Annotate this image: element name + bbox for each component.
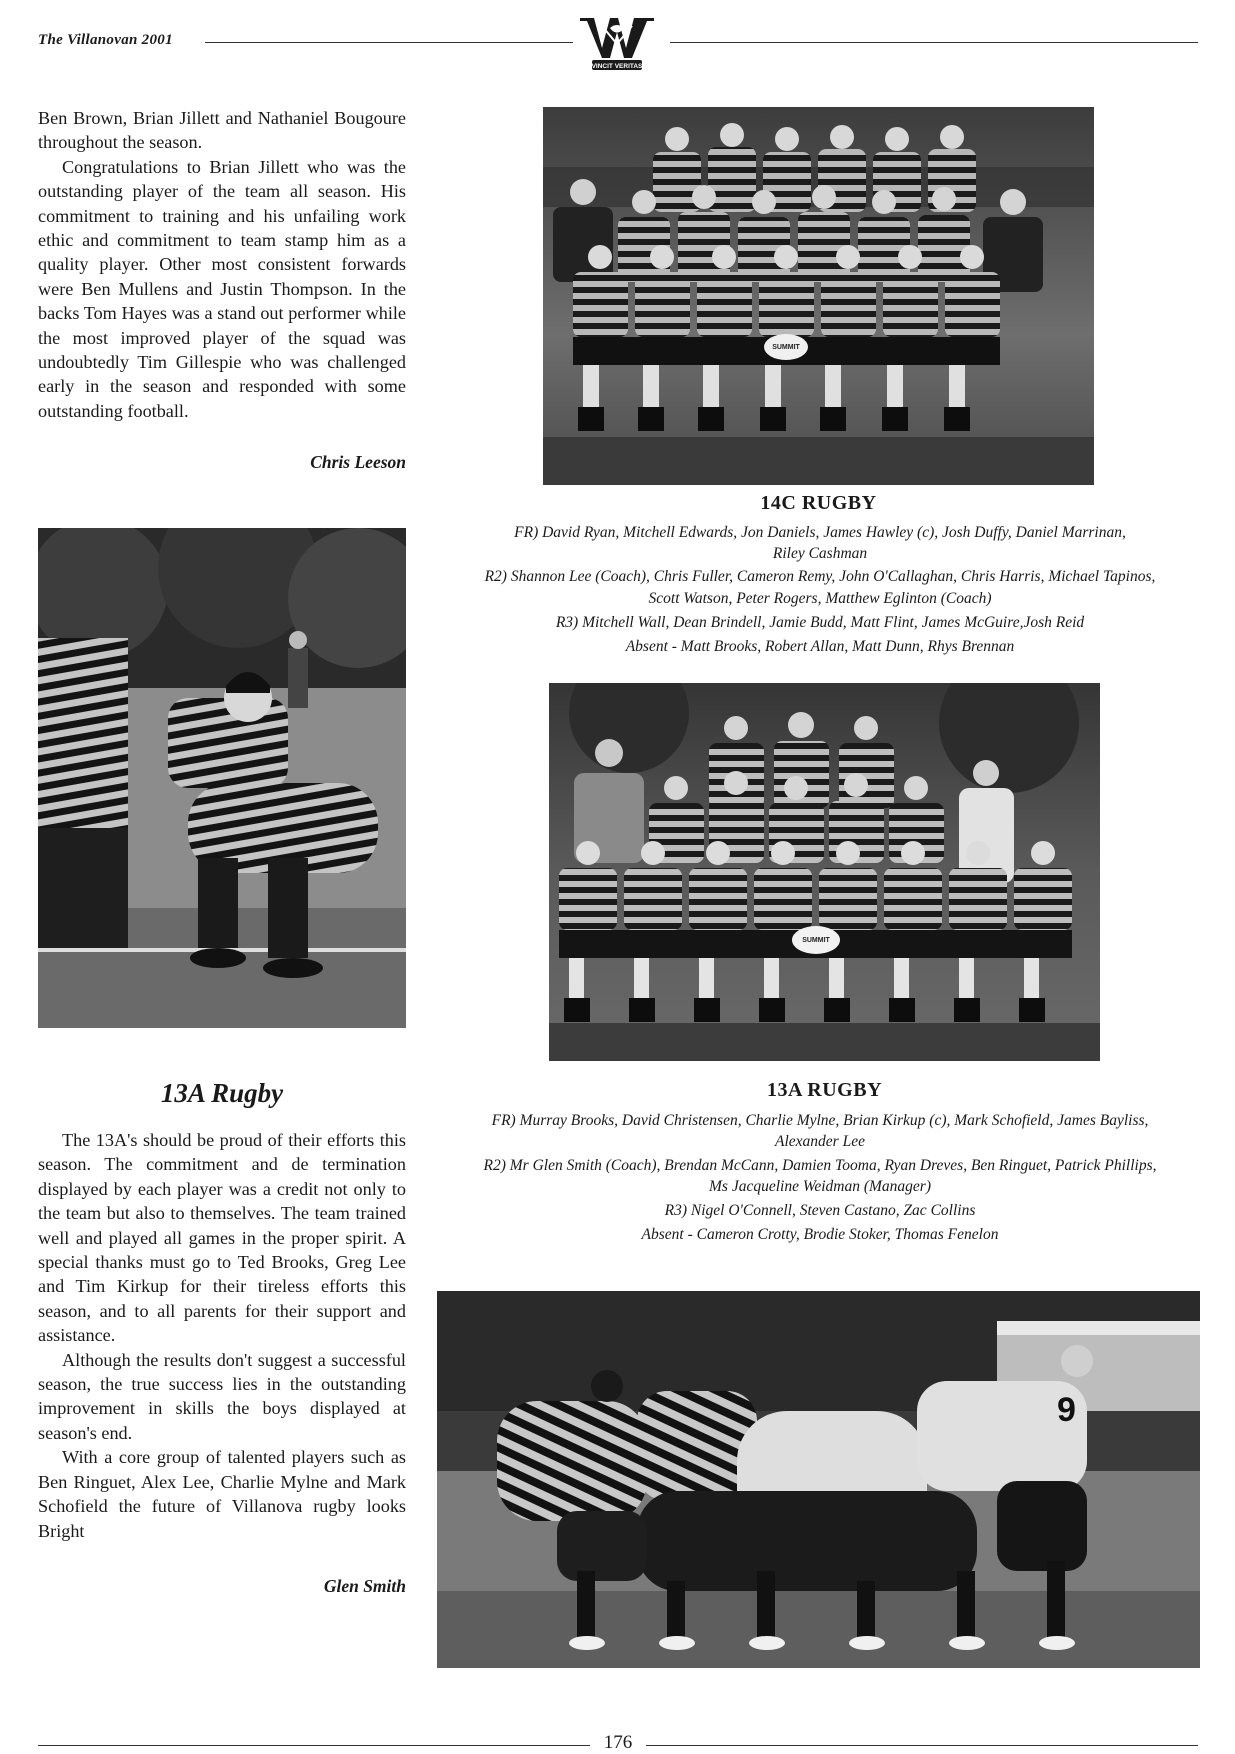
page-number: 176 (590, 1732, 646, 1754)
header-rule-right (670, 42, 1198, 43)
intro-article (38, 106, 406, 423)
article-13a-paragraph-2: Although the results don't suggest a successful season, the true success lies in the outstanding improvement in skills the boys displayed at season's end. (38, 1349, 406, 1443)
team-14c-ball-text: SUMMIT (772, 344, 800, 351)
team-photo-14c (543, 107, 1094, 485)
team-14c-caption-line-2: Riley Cashman (772, 545, 868, 562)
team-14c-caption-line-3: R2) Shannon Lee (Coach), Chris Fuller, Cameron Remy, John O'Callaghan, Chris Harris, Michael Tapinos, (484, 568, 1156, 585)
team-13a-caption-line-5: R3) Nigel O'Connell, Steven Castano, Zac Collins (664, 1202, 976, 1219)
article-13a-heading: 13A Rugby (160, 1078, 284, 1108)
team-13a-caption-line-4: Ms Jacqueline Weidman (Manager) (709, 1178, 931, 1195)
intro-paragraph-2: Congratulations to Brian Jillett who was the outstanding player of the team all season. His commitment to training and his unfailing work ethic and commitment to team stamp him as a quality player. Other most consistent forwards were Ben Mullens and Justin Thompson. In the backs Tom Hayes was a stand out performer while the most improved player of the squad was undoubtedly Tim Gillespie who was challenged early in the season and responded with some outstanding football. (38, 156, 406, 421)
article-13a-signature: Glen Smith (323, 1576, 406, 1596)
action-photo-lineout (38, 528, 406, 1028)
scrum-jersey-number: 9 (1057, 1391, 1076, 1429)
team-13a-caption-line-2: Alexander Lee (775, 1133, 865, 1150)
article-13a-paragraph-3: With a core group of talented players such as Ben Ringuet, Alex Lee, Charlie Mylne and Mark Schofield the future of Villanova rugby looks Bright (38, 1447, 406, 1541)
team-14c-title: 14C RUGBY (760, 492, 877, 514)
villanova-crest-icon (572, 14, 662, 74)
running-header-title: The Villanovan 2001 (38, 32, 173, 48)
team-13a-caption-line-1: FR) Murray Brooks, David Christensen, Charlie Mylne, Brian Kirkup (c), Mark Schofield, James Bayliss, (491, 1112, 1149, 1129)
team-14c-caption-line-1: FR) David Ryan, Mitchell Edwards, Jon Daniels, James Hawley (c), Josh Duffy, Daniel Marrinan, (514, 524, 1126, 541)
action-photo-scrum (437, 1291, 1200, 1668)
intro-signature: Chris Leeson (310, 452, 406, 472)
team-13a-title: 13A RUGBY (766, 1079, 883, 1101)
team-13a-ball-text: SUMMIT (802, 937, 830, 944)
team-photo-13a (549, 683, 1100, 1061)
team-13a-caption-line-3: R2) Mr Glen Smith (Coach), Brendan McCann, Damien Tooma, Ryan Dreves, Ben Ringuet, Patrick Phillips, (483, 1157, 1157, 1174)
article-13a-body (38, 1128, 406, 1543)
team-14c-caption-line-4: Scott Watson, Peter Rogers, Matthew Eglinton (Coach) (648, 590, 992, 607)
header-rule-left (205, 42, 573, 43)
article-13a-paragraph-1: The 13A's should be proud of their efforts this season. The commitment and de termination displayed by each player was a credit not only to the team but also to themselves. The team trained well and played all games in the proper spirit. A special thanks must go to Ted Brooks, Greg Lee and Tim Kirkup for their tireless efforts this season, and to all parents for their support and assistance. (38, 1130, 406, 1346)
team-14c-caption-line-5: R3) Mitchell Wall, Dean Brindell, Jamie Budd, Matt Flint, James McGuire,Josh Reid (555, 614, 1085, 631)
team-13a-caption-line-6: Absent - Cameron Crotty, Brodie Stoker, Thomas Fenelon (641, 1226, 999, 1243)
intro-paragraph-1: Ben Brown, Brian Jillett and Nathaniel Bougoure throughout the season. (38, 108, 406, 153)
crest-motto: VINCIT VERITAS (591, 63, 643, 70)
team-14c-caption-line-6: Absent - Matt Brooks, Robert Allan, Matt Dunn, Rhys Brennan (625, 638, 1015, 655)
